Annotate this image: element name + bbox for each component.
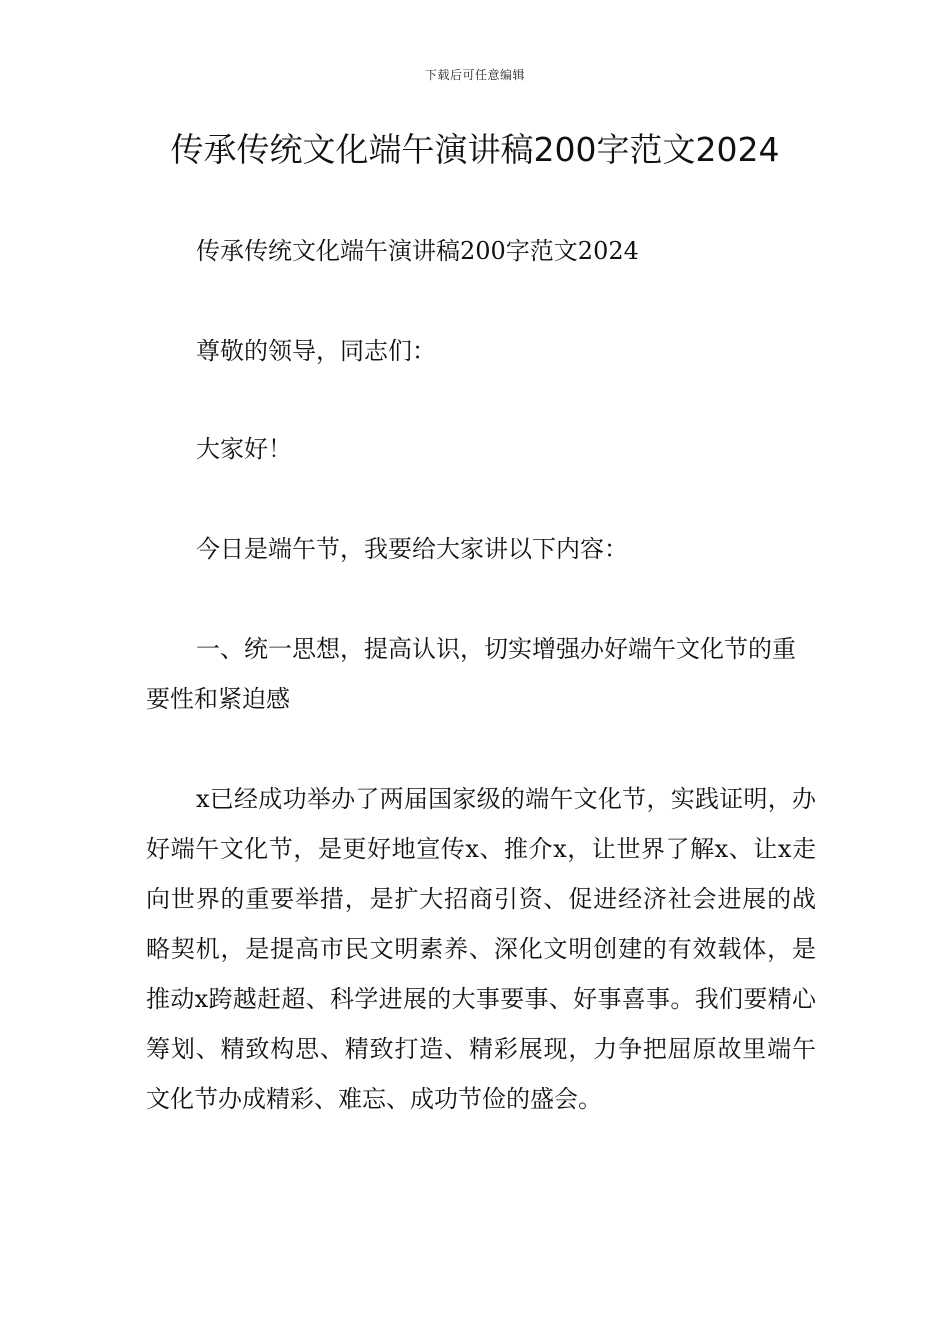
header-note: 下载后可任意编辑: [424, 68, 525, 82]
paragraph-greeting: 大家好！: [196, 435, 292, 463]
paragraph-subtitle: 传承传统文化端午演讲稿200字范文2024: [196, 237, 639, 265]
document-title: 传承传统文化端午演讲稿200字范文2024: [170, 130, 780, 169]
paragraph-salutation: 尊敬的领导，同志们：: [196, 337, 436, 365]
paragraph-intro: 今日是端午节，我要给大家讲以下内容：: [196, 535, 628, 563]
paragraph-section-heading: 一、统一思想，提高认识，切实增强办好端午文化节的重要性和紧迫感: [146, 635, 796, 713]
paragraph-body: x已经成功举办了两届国家级的端午文化节，实践证明，办好端午文化节，是更好地宣传x、推介x，让世界了解x、让x走向世界的重要举措，是扩大招商引资、促进经济社会进展的战略契机，是提高市民文明素养、深化文明创建的有效载体，是推动x跨越赶超、科学进展的大事要事、好事喜事。我们要精心筹划、精致构思、精致打造、精彩展现，力争把屈原故里端午文化节办成精彩、难忘、成功节俭的盛会。: [146, 785, 816, 1113]
